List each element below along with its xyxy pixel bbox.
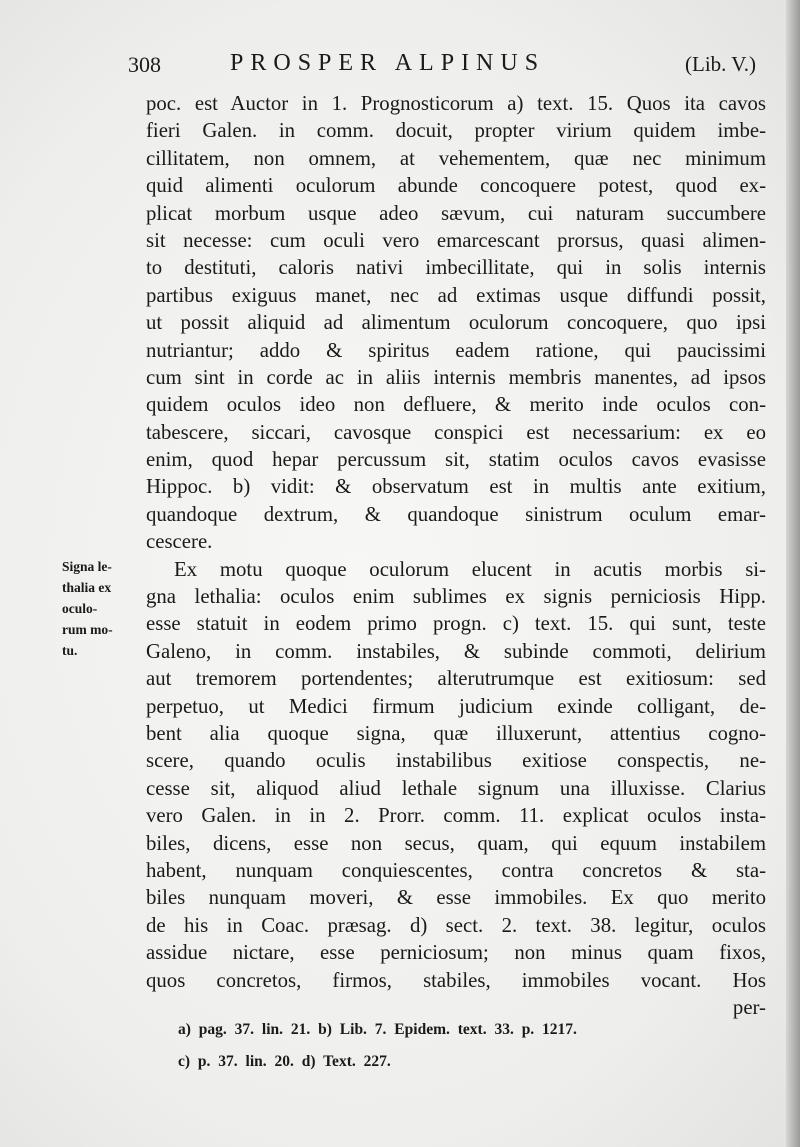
text-line: fieri Galen. in comm. docuit, propter virium quidem imbe- — [146, 119, 766, 143]
text-line: biles nunquam moveri, & esse immobiles. Ex quo merito — [146, 886, 766, 910]
text-line: partibus exiguus manet, nec ad extimas usque diffundi possit, — [146, 283, 766, 307]
text-line: poc. est Auctor in 1. Prognosticorum a) text. 15. Quos ita cavos — [146, 92, 766, 115]
text-line: Ex motu quoque oculorum elucent in acutis morbis si- — [174, 557, 766, 581]
margin-note-line: rum mo- — [62, 622, 113, 637]
book-reference: (Lib. V.) — [685, 52, 756, 76]
text-line: cum sint in corde ac in aliis internis membris manentes, ad ipsos — [146, 365, 766, 389]
footnote-line: c) p. 37. lin. 20. d) Text. 227. — [178, 1053, 391, 1070]
text-line: enim, quod hepar percussum sit, statim oculos cavos evasisse — [146, 448, 766, 472]
text-line: gna lethalia: oculos enim sublimes ex signis perniciosis Hipp. — [146, 585, 766, 609]
text-line: aut tremorem portendentes; alterutrumque est exitiosum: sed — [146, 667, 766, 691]
text-line: quandoque dextrum, & quandoque sinistrum oculum emar- — [146, 502, 766, 526]
text-line: bent alia quoque signa, quæ illuxerunt, attentius cogno- — [146, 721, 766, 745]
margin-note-line: oculo- — [62, 601, 98, 616]
page-number: 308 — [128, 52, 161, 77]
margin-note — [62, 556, 142, 661]
footnote-line: a) pag. 37. lin. 21. b) Lib. 7. Epidem. text. 33. p. 1217. — [178, 1021, 577, 1038]
text-line: biles, dicens, esse non secus, quam, qui equum instabilem — [146, 831, 766, 855]
text-line: cesse sit, aliquod aliud lethale signum una illuxisse. Clarius — [146, 776, 766, 800]
text-line: quos concretos, firmos, stabiles, immobiles vocant. Hos — [146, 968, 766, 992]
text-line: habent, nunquam conquiescentes, contra concretos & sta- — [146, 858, 766, 882]
text-line: per- — [732, 995, 766, 1019]
page-gutter-shadow — [786, 0, 800, 1147]
margin-note-line: thalia ex — [62, 580, 112, 595]
text-line: de his in Coac. præsag. d) sect. 2. text. 38. legitur, oculos — [146, 913, 766, 937]
text-line: sit necesse: cum oculi vero emarcescant prorsus, quasi alimen- — [146, 228, 766, 252]
text-line: cescere. — [146, 530, 213, 554]
text-line: cillitatem, non omnem, at vehementem, quæ nec minimum — [146, 146, 766, 170]
bleed-through-marks — [50, 140, 140, 156]
text-line: assidue nictare, esse perniciosum; non minus quam fixos, — [146, 941, 766, 965]
running-title: PROSPER ALPINUS — [230, 50, 546, 76]
text-line: plicat morbum usque adeo sævum, cui naturam succumbere — [146, 201, 766, 225]
text-line: ut possit aliquid ad alimentum oculorum concoquere, quo ipsi — [146, 311, 766, 335]
text-line: to destituti, caloris nativi imbecillitate, qui in solis internis — [146, 256, 766, 280]
text-line: scere, quando oculis instabilibus exitiose conspectis, ne- — [146, 749, 766, 773]
text-line: Hippoc. b) vidit: & observatum est in multis ante exitium, — [146, 475, 766, 499]
margin-note-line: Signa le- — [62, 559, 112, 574]
text-line: quidem oculos ideo non defluere, & merito inde oculos con- — [146, 393, 766, 417]
main-text — [146, 90, 766, 1021]
text-line: quid alimenti oculorum abunde concoquere potest, quod ex- — [146, 174, 766, 198]
text-line: nutriantur; addo & spiritus eadem ratione, qui paucissimi — [146, 338, 766, 362]
footnotes — [178, 1014, 698, 1078]
page-header — [128, 46, 760, 86]
text-line: vero Galen. in in 2. Prorr. comm. 11. explicat oculos insta- — [146, 804, 766, 828]
text-line: Galeno, in comm. instabiles, & subinde commoti, delirium — [146, 639, 766, 663]
text-line: tabescere, siccari, cavosque conspici est necessarium: ex eo — [146, 420, 766, 444]
text-line: esse statuit in eodem primo progn. c) text. 15. qui sunt, teste — [146, 612, 766, 636]
margin-note-line: tu. — [62, 643, 78, 658]
text-line: perpetuo, ut Medici firmum judicium exinde colligant, de- — [146, 694, 766, 718]
